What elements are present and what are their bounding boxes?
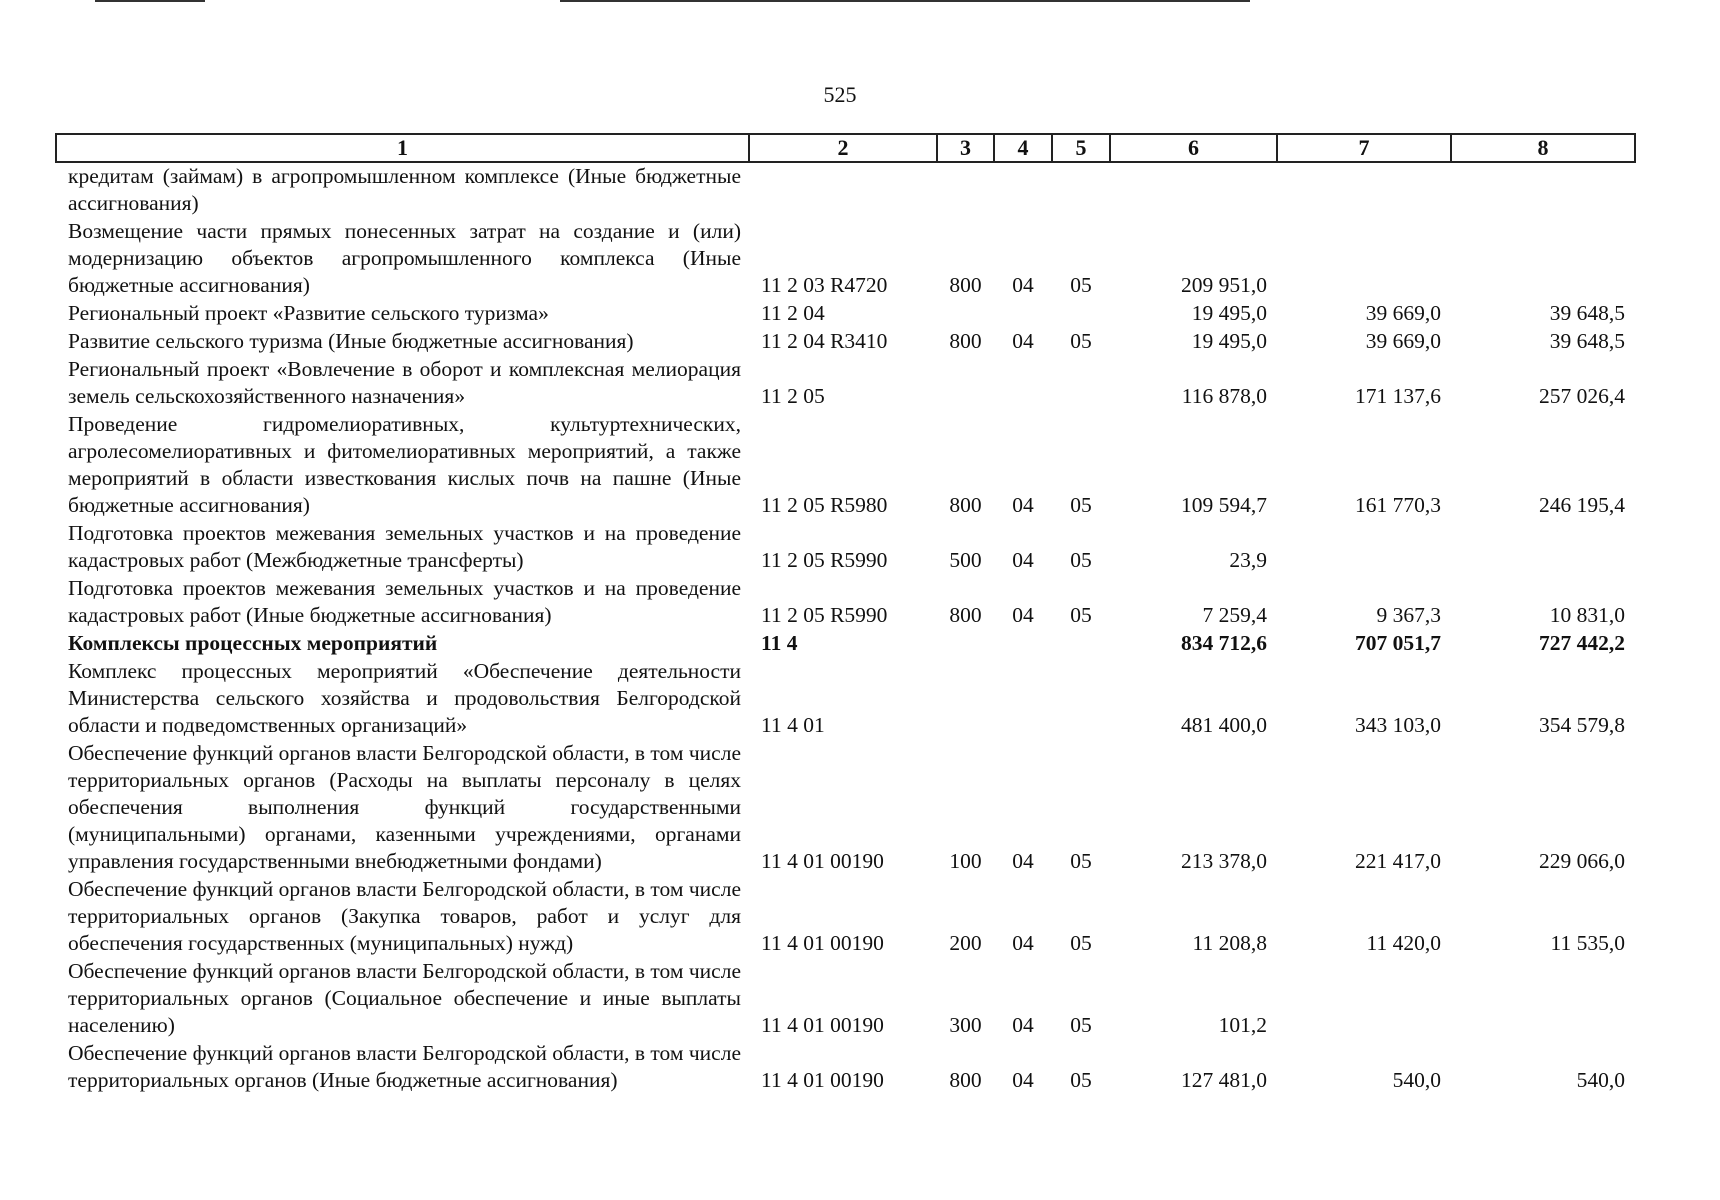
item-name-cell: Подготовка проектов межевания земельных участков и на проведение кадастровых работ (Межбюджетные трансферты) [68,521,741,572]
amount-col7-cell: 540,0 [1392,1068,1441,1092]
item-name-cell: Возмещение части прямых понесенных затрат на создание и (или) модернизацию объектов агропромышленного комплекса (Иные бюджетные ассигнования) [68,219,741,297]
table-row [56,300,1635,328]
item-code-cell: 11 4 01 00190 [761,931,884,955]
subsection-cell [1052,300,1110,328]
subsection-cell: 05 [1070,273,1092,297]
item-name-cell: Обеспечение функций органов власти Белгородской области, в том числе территориальных органов (Социальное обеспечение и иные выплаты населению) [68,959,741,1037]
table-header-row [56,134,1635,162]
subsection-cell: 05 [1070,931,1092,955]
item-code-cell: 11 4 01 00190 [761,1013,884,1037]
amount-col6-cell [1110,162,1277,218]
amount-col6-cell: 109 594,7 [1181,493,1267,517]
item-name-cell: Развитие сельского туризма (Иные бюджетные ассигнования) [68,329,634,353]
column-header: 5 [1052,134,1110,162]
expense-type-cell: 800 [949,329,982,353]
amount-col7-cell: 707 051,7 [1355,631,1441,655]
expense-type-cell [937,356,994,411]
amount-col6-cell: 101,2 [1218,1013,1267,1037]
item-code-cell: 11 4 01 [761,713,825,737]
table-row [56,1040,1635,1095]
table-row [56,162,1635,218]
amount-col8-cell: 10 831,0 [1549,603,1625,627]
subsection-cell: 05 [1070,1013,1092,1037]
section-cell: 04 [1012,603,1034,627]
expense-type-cell: 200 [949,931,982,955]
amount-col6-cell: 11 208,8 [1192,931,1267,955]
amount-col8-cell: 354 579,8 [1539,713,1625,737]
expense-type-cell: 300 [949,1013,982,1037]
section-cell: 04 [1012,1068,1034,1092]
table-row [56,218,1635,300]
amount-col8-cell [1451,958,1635,1040]
table-row [56,575,1635,630]
item-name-cell: Региональный проект «Вовлечение в оборот и комплексная мелиорация земель сельскохозяйственного назначения» [68,357,741,408]
amount-col6-cell: 19 495,0 [1191,301,1267,325]
section-cell: 04 [1012,493,1034,517]
section-cell: 04 [1012,931,1034,955]
expense-type-cell [937,300,994,328]
subsection-cell: 05 [1070,849,1092,873]
table-row [56,958,1635,1040]
amount-col7-cell [1277,218,1451,300]
amount-col8-cell: 39 648,5 [1549,301,1625,325]
table-body [56,162,1635,1095]
amount-col8-cell: 39 648,5 [1549,329,1625,353]
item-code-cell: 11 4 01 00190 [761,1068,884,1092]
table-row [56,740,1635,876]
expense-type-cell [937,162,994,218]
amount-col7-cell [1277,520,1451,575]
amount-col7-cell [1277,162,1451,218]
subsection-cell: 05 [1070,548,1092,572]
subsection-cell: 05 [1070,1068,1092,1092]
amount-col6-cell: 213 378,0 [1181,849,1267,873]
amount-col6-cell: 127 481,0 [1181,1068,1267,1092]
section-cell [994,162,1052,218]
subsection-cell [1052,630,1110,658]
item-name-cell: Обеспечение функций органов власти Белгородской области, в том числе территориальных органов (Расходы на выплаты персоналу в целях обеспечения выполнения функций государственными (муниципальными) органами, казенными учреждениями, органами управления государственными внебюджетными фондами) [68,741,741,873]
amount-col7-cell: 9 367,3 [1376,603,1441,627]
column-header: 8 [1451,134,1635,162]
amount-col8-cell: 229 066,0 [1539,849,1625,873]
section-cell: 04 [1012,273,1034,297]
table-row [56,411,1635,520]
amount-col7-cell: 161 770,3 [1355,493,1441,517]
page-number: 525 [823,82,857,107]
item-name-cell: кредитам (займам) в агропромышленном комплексе (Иные бюджетные ассигнования) [68,164,741,215]
section-cell: 04 [1012,329,1034,353]
column-header: 3 [937,134,994,162]
section-cell [994,356,1052,411]
item-code-cell: 11 2 04 R3410 [761,329,888,353]
item-code-cell: 11 4 [761,631,798,655]
table-row [56,520,1635,575]
item-code-cell [749,162,937,218]
column-header: 2 [749,134,937,162]
amount-col7-cell: 221 417,0 [1355,849,1441,873]
scan-edge-mark [95,0,205,2]
amount-col7-cell: 39 669,0 [1365,329,1441,353]
amount-col7-cell: 11 420,0 [1366,931,1441,955]
item-code-cell: 11 2 05 R5990 [761,548,888,572]
expense-type-cell: 800 [949,603,982,627]
amount-col7-cell [1277,958,1451,1040]
expense-type-cell: 800 [949,493,982,517]
table-row [56,876,1635,958]
amount-col8-cell [1451,162,1635,218]
item-name-cell: Региональный проект «Развитие сельского туризма» [68,301,549,325]
amount-col6-cell: 7 259,4 [1202,603,1267,627]
column-header: 1 [56,134,749,162]
amount-col6-cell: 834 712,6 [1181,631,1267,655]
expense-type-cell: 500 [949,548,982,572]
amount-col8-cell: 727 442,2 [1539,631,1625,655]
amount-col8-cell: 246 195,4 [1539,493,1625,517]
item-code-cell: 11 2 05 R5990 [761,603,888,627]
subsection-cell [1052,162,1110,218]
expense-type-cell: 800 [949,273,982,297]
subsection-cell: 05 [1070,603,1092,627]
section-cell: 04 [1012,849,1034,873]
amount-col8-cell [1451,520,1635,575]
item-name-cell: Комплексы процессных мероприятий [68,631,438,655]
item-name-cell: Комплекс процессных мероприятий «Обеспечение деятельности Министерства сельского хозяйства и продовольствия Белгородской области и подведомственных организаций» [68,659,741,737]
table-row [56,356,1635,411]
table-row [56,328,1635,356]
amount-col7-cell: 343 103,0 [1355,713,1441,737]
section-cell: 04 [1012,1013,1034,1037]
section-cell: 04 [1012,548,1034,572]
scan-edge-mark [560,0,1250,2]
expense-type-cell: 800 [949,1068,982,1092]
item-code-cell: 11 2 05 R5980 [761,493,888,517]
item-code-cell: 11 2 04 [761,301,825,325]
item-name-cell: Проведение гидромелиоративных, культуртехнических, агролесомелиоративных и фитомелиоративных мероприятий, а также мероприятий в области известкования кислых почв на пашне (Иные бюджетные ассигнования) [68,412,741,517]
amount-col8-cell: 540,0 [1576,1068,1625,1092]
table-row [56,658,1635,740]
subsection-cell [1052,658,1110,740]
item-code-cell: 11 2 05 [761,384,825,408]
subsection-cell [1052,356,1110,411]
subsection-cell: 05 [1070,493,1092,517]
column-header: 7 [1277,134,1451,162]
section-cell [994,658,1052,740]
amount-col6-cell: 209 951,0 [1181,273,1267,297]
amount-col7-cell: 171 137,6 [1355,384,1441,408]
expense-type-cell [937,630,994,658]
column-header: 6 [1110,134,1277,162]
amount-col7-cell: 39 669,0 [1365,301,1441,325]
section-cell [994,630,1052,658]
amount-col8-cell: 11 535,0 [1550,931,1625,955]
table-row [56,630,1635,658]
item-name-cell: Подготовка проектов межевания земельных участков и на проведение кадастровых работ (Иные бюджетные ассигнования) [68,576,741,627]
amount-col6-cell: 19 495,0 [1191,329,1267,353]
section-cell [994,300,1052,328]
amount-col8-cell: 257 026,4 [1539,384,1625,408]
item-code-cell: 11 4 01 00190 [761,849,884,873]
amount-col8-cell [1451,218,1635,300]
budget-table [55,133,1636,1095]
item-name-cell: Обеспечение функций органов власти Белгородской области, в том числе территориальных органов (Закупка товаров, работ и услуг для обеспечения государственных (муниципальных) нужд) [68,877,741,955]
item-code-cell: 11 2 03 R4720 [761,273,888,297]
expense-type-cell [937,658,994,740]
amount-col6-cell: 23,9 [1229,548,1267,572]
column-header: 4 [994,134,1052,162]
subsection-cell: 05 [1070,329,1092,353]
amount-col6-cell: 116 878,0 [1181,384,1267,408]
amount-col6-cell: 481 400,0 [1181,713,1267,737]
item-name-cell: Обеспечение функций органов власти Белгородской области, в том числе территориальных органов (Иные бюджетные ассигнования) [68,1041,741,1092]
expense-type-cell: 100 [949,849,982,873]
